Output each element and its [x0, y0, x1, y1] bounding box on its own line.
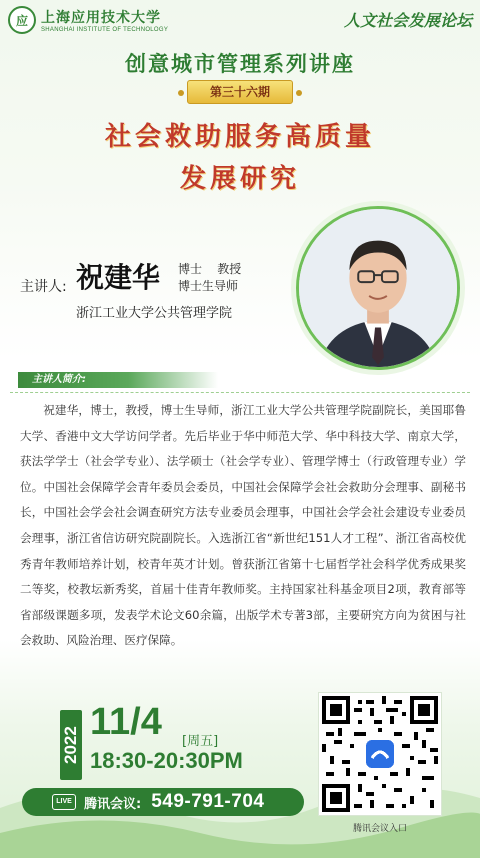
issue-badge: 第三十六期	[187, 80, 293, 104]
speaker-organization: 浙江工业大学公共管理学院	[76, 306, 233, 321]
lecture-title-line1: 社会救助服务高质量	[104, 122, 375, 152]
event-date: 11/4	[90, 701, 162, 743]
forum-title: 人文社会发展论坛	[343, 11, 472, 30]
bio-divider	[10, 392, 470, 393]
qr-caption: 腾讯会议入口	[352, 824, 407, 834]
qr-code-icon	[322, 696, 438, 812]
speaker-name: 祝建华	[76, 261, 161, 294]
event-weekday: [周五]	[182, 734, 219, 749]
speaker-photo	[296, 206, 460, 370]
speaker-title-1: 博士 教授	[178, 262, 242, 276]
event-year: 2022	[60, 710, 82, 780]
school-name-cn: 上海应用技术大学	[41, 10, 161, 26]
bio-text: 祝建华，博士，教授，博士生导师，浙江工业大学公共管理学院副院长，美国耶鲁大学、香港中文大学访问学者。先后毕业于华中师范大学、华中科技大学、南京大学，获法学学士（社会学专业）、法学硕士（社会学专业）、管理学博士（行政管理专业）学位。中国社会保障学会青年委员会委员，中国社会保障学会社会救助分会理事、副秘书长，中国社会学会社会调查研究方法专业委员会理事，中国社会学会社会建设专业委员会理事，浙江省信访研究院副院长。入选浙江省“新世纪151人才工程”、浙江省高校优秀青年教师培养计划，校青年英才计划。曾获浙江省第十七届哲学社会科学优秀成果奖二等奖，校教坛新秀奖，首届十佳青年教师奖。主持国家社科基金项目2项，教育部等省部级课题多项，发表学术论文60余篇，出版学术专著3部，主要研究方向为贫困与社会救助、风险治理、医疗保障。	[20, 403, 466, 648]
school-seal-icon: 应	[8, 6, 36, 34]
school-name-en: SHANGHAI INSTITUTE OF TECHNOLOGY	[41, 27, 169, 33]
event-time: 18:30-20:30PM	[90, 748, 243, 773]
meeting-info-bar	[22, 788, 304, 816]
speaker-title-2: 博士生导师	[178, 279, 239, 293]
speaker-label: 主讲人:	[20, 279, 67, 295]
meeting-qr-code[interactable]	[318, 692, 442, 816]
lecture-title-line2: 发展研究	[179, 164, 300, 194]
speaker-titles	[178, 261, 241, 295]
meeting-label: 腾讯会议:	[84, 796, 142, 812]
meeting-id: 549-791-704	[151, 791, 265, 812]
school-logo	[8, 6, 168, 34]
series-title: 创意城市管理系列讲座	[125, 52, 355, 76]
bio-header: 主讲人简介:	[18, 372, 218, 388]
speaker-portrait-image	[299, 209, 457, 367]
live-icon: LIVE	[52, 794, 76, 810]
